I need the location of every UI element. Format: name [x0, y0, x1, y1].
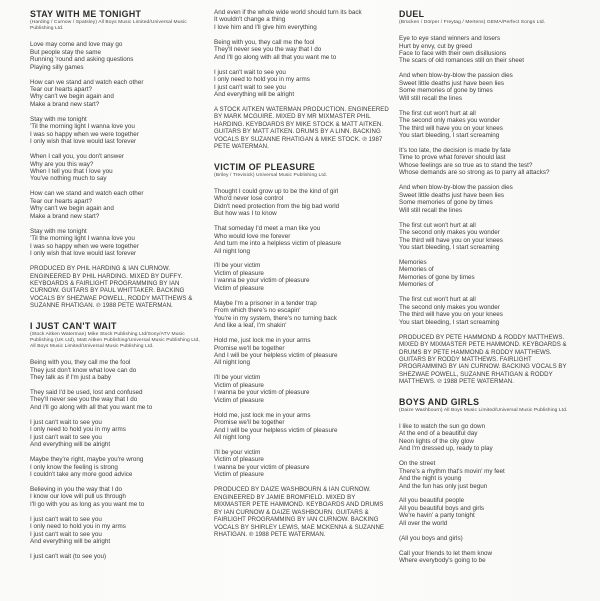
lyric-line: Maybe I'm a prisoner in a tender trap [214, 299, 317, 307]
lyric-line: Sweet little deaths just have been lies [399, 191, 505, 199]
lyric-line: Stay with me tonight [30, 227, 87, 235]
lyric-stanza [30, 553, 206, 560]
lyric-line: I only know the feeling is strong [30, 463, 118, 471]
lyric-line: We're havin' a party tonight [399, 512, 475, 520]
lyric-line: I just can't wait to see you [30, 418, 102, 426]
lyric-line: And I'm dressed up, ready to play [399, 445, 493, 453]
lyric-line: It's too late, the decision is made by fate [399, 147, 511, 155]
lyric-line: They'll never see you the way that I do [214, 46, 322, 54]
lyric-line: When I call you, you don't answer [30, 153, 124, 161]
lyric-line: Being with you, they call me the fool [30, 359, 131, 367]
publishing-credit: (Daize Washbourn) All Boys Music Limited/Universal Music Publishing Ltd. [399, 407, 568, 413]
lyric-line: And I'll go along with all that you want me to [30, 403, 153, 411]
lyric-line: All you beautiful boys and girls [399, 504, 485, 512]
lyric-stanza [30, 486, 206, 508]
lyric-line: I'll go with you as long as you want me to [30, 500, 145, 508]
lyric-line: I only need to hold you in my arms [214, 76, 310, 84]
lyric-line: I only wish that love would last forever [30, 138, 137, 146]
lyric-line: On the street [399, 460, 436, 468]
lyric-stanza [30, 41, 206, 71]
lyric-line: All over the world [399, 519, 448, 527]
lyric-line: I know our love will pull us through [30, 493, 126, 501]
lyric-stanza [30, 359, 206, 381]
lyric-stanza [399, 110, 575, 140]
song-title: VICTIM OF PLEASURE [214, 161, 316, 172]
lyric-line: It wouldn't change a thing [214, 16, 286, 24]
lyric-line: Promise we'll be together [214, 344, 285, 352]
publishing-credit: (Harding / Curnow / Spatsley) All Boys Music Limited/Universal Music Publishing Ltd. [30, 20, 187, 32]
lyric-line: You're in my system, there's no turning back [214, 314, 337, 322]
lyric-stanza [214, 262, 390, 292]
lyric-line: How can we stand and watch each other [30, 190, 144, 198]
lyric-line: And when blow-by-blow the passion dies [399, 72, 513, 80]
lyric-line: Why can't we begin again and [30, 93, 114, 101]
production-credit: PRODUCED BY DAIZE WASHBOURN & IAN CURNOW. ENGINEERED BY JAMIE BROMFIELD. MIXED BY MIXMASTER PETE HAMMOND. KEYBOARDS AND DRUMS BY IAN CURNOW & DAIZE WASHBOURN. GUITARS & FAIRLIGHT PROGRAMMING BY IAN CURNOW. BACKING VOCALS BY SHIRLEY LEWIS, MAE MCKENNA & SUZANNE RHATIGAN. ℗ 1988 PETE WATERMAN. [214, 486, 385, 539]
lyric-stanza [214, 39, 390, 61]
production-credit: A STOCK AITKEN WATERMAN PRODUCTION. ENGINEERED BY MARK MCGUIRE. MIXED BY MR MIXMASTER PHIL HARDING. KEYBOARDS BY MIKE STOCK & MATT AITKEN. GUITARS BY MATT AITKEN. DRUMS BY A LINN. BACKING VOCALS BY SUZANNE RHATIGAN & MIKE STOCK. ℗ 1987 PETE WATERMAN. [214, 106, 389, 151]
lyric-line: Who'd never lose control [214, 195, 284, 203]
lyric-stanza [30, 389, 206, 411]
lyric-line: Victim of pleasure [214, 381, 264, 389]
lyric-line: They'll never see you the way that I do [30, 396, 138, 404]
production-credit: PRODUCED BY PHIL HARDING & IAN CURNOW. ENGINEERED BY PHIL HARDING. MIXED BY DUFFY. KEYBOARDS & FAIRLIGHT PROGRAMMING BY IAN CURNOW. GUITARS BY PAUL WHITTAKER. BACKING VOCALS BY SHEZWAE POWELL, RODDY MATTHEWS & SUZANNE RHATIGAN. ℗ 1988 PETE WATERMAN. [30, 265, 193, 310]
lyric-line: The scars of old romances still on their sheet [399, 57, 524, 65]
lyric-line: Running 'round and asking questions [30, 56, 134, 64]
lyric-line: Victim of pleasure [214, 269, 264, 277]
song-title: DUEL [399, 9, 425, 19]
lyric-line: Neon lights of the city glow [399, 437, 474, 445]
lyric-line: Why can't we begin again and [30, 205, 114, 213]
lyric-line: The first cut won't hurt at all [399, 221, 476, 229]
lyric-line: Hurt by envy, cut by greed [399, 42, 473, 50]
lyric-stanza [399, 535, 575, 542]
lyric-line: Believing in you the way that I do [30, 485, 123, 493]
lyric-line: And the night is young [399, 475, 462, 483]
lyric-line: I just can't wait to see you [30, 515, 102, 523]
lyric-stanza [214, 225, 390, 255]
lyric-line: Who would love me forever [214, 232, 291, 240]
lyric-line: I couldn't take any more good advice [30, 471, 133, 478]
lyric-line: (All you boys and girls) [399, 534, 463, 542]
lyric-line: Memories of [399, 266, 434, 274]
lyric-stanza [30, 153, 206, 183]
lyric-line: I wanna be your victim of pleasure [214, 389, 310, 397]
lyric-line: Memories of gone by times [399, 273, 475, 281]
lyric-line: You start bleeding, I start screaming [399, 132, 500, 140]
lyrics-column-1 [30, 9, 206, 568]
lyric-stanza [399, 259, 575, 289]
lyric-line: Time to prove what forever should last [399, 154, 506, 162]
lyric-line: But people stay the same [30, 48, 102, 56]
lyric-stanza [399, 35, 575, 65]
lyric-line: I just can't wait to see you [30, 433, 102, 441]
lyric-line: Tear our hearts apart? [30, 197, 92, 205]
lyric-line: That someday I'd meet a man like you [214, 225, 321, 233]
lyric-line: The second only makes you wonder [399, 117, 500, 125]
lyric-line: You start bleeding, I start screaming [399, 318, 500, 326]
lyric-line: I only need to hold you in my arms [30, 523, 126, 531]
song-title: STAY WITH ME TONIGHT [30, 9, 142, 19]
lyric-line: I love him and I'll give him everything [214, 23, 317, 31]
lyric-line: Love may come and love may go [30, 41, 123, 49]
lyric-stanza [214, 188, 390, 218]
lyric-line: How can we stand and watch each other [30, 78, 144, 86]
lyric-line: I just can't wait to see you [214, 68, 286, 76]
lyric-line: And the fun has only just begun [399, 482, 488, 490]
lyric-stanza [30, 228, 206, 258]
lyric-stanza [30, 116, 206, 146]
lyric-line: Whose demands are so strong as to parry all attacks? [399, 169, 550, 177]
lyric-stanza [214, 337, 390, 367]
lyric-line: I was so happy when we were together [30, 242, 139, 250]
lyric-line: They said I'd be used, lost and confused [30, 388, 143, 396]
lyric-line: Playing silly games [30, 63, 84, 71]
lyric-line: You start bleeding, I start screaming [399, 244, 500, 252]
lyric-stanza [214, 69, 390, 99]
lyric-stanza [399, 460, 575, 490]
lyric-line: I'll be your victim [214, 374, 261, 382]
lyric-line: You've nothing much to say [30, 175, 107, 183]
lyrics-column-2 [214, 9, 390, 546]
lyric-line: Promise we'll be together [214, 419, 285, 427]
lyric-line: Where everybody's going to be [399, 557, 486, 565]
lyric-stanza [214, 9, 390, 31]
lyric-stanza [30, 516, 206, 546]
lyric-line: And everything will be alright [214, 91, 295, 99]
lyric-line: And like a leaf, I'm shakin' [214, 322, 287, 330]
lyric-line: All night long [214, 359, 251, 367]
lyric-stanza [30, 419, 206, 449]
lyric-line: Call your friends to let them know [399, 549, 493, 557]
lyric-line: I just can't wait to see you [30, 530, 102, 538]
lyric-stanza [30, 190, 206, 220]
lyric-stanza [214, 449, 390, 479]
lyric-line: I was so happy when we were together [30, 130, 139, 138]
production-credit: PRODUCED BY PETE HAMMOND & RODDY MATTHEWS. MIXED BY MIXMASTER PETE HAMMOND. KEYBOARDS & DRUMS BY PETE HAMMOND & RODDY MATTHEWS. GUITARS BY RODDY MATTHEWS. FAIRLIGHT PROGRAMMING BY IAN CURNOW. BACKING VOCALS BY SHEZWAE POWELL, SUZANNE RHATIGAN & RODDY MATTHEWS. ℗ 1988 PETE WATERMAN. [399, 333, 567, 386]
lyric-line: I like to watch the sun go down [399, 422, 486, 430]
lyric-stanza [30, 79, 206, 109]
lyric-line: And I'll go along with all that you want me to [214, 53, 337, 61]
lyric-line: Face to face with their own disillusions [399, 50, 507, 57]
lyric-line: Stay with me tonight [30, 115, 87, 123]
lyric-line: I wanna be your victim of pleasure [214, 277, 310, 285]
lyric-line: I'll be your victim [214, 262, 261, 270]
lyric-line: All night long [214, 434, 251, 442]
lyric-line: The second only makes you wonder [399, 229, 500, 237]
lyrics-column-3 [399, 9, 575, 572]
lyric-line: All night long [214, 247, 251, 255]
lyric-line: Sweet little deaths just have been lies [399, 79, 505, 87]
lyric-stanza [214, 300, 390, 330]
lyric-line: 'Til the morning light I wanna love you [30, 235, 135, 243]
song-title: BOYS AND GIRLS [399, 396, 480, 407]
lyric-line: The second only makes you wonder [399, 303, 500, 311]
lyric-line: Tear our hearts apart? [30, 85, 92, 93]
lyric-line: They talk as if I'm just a baby [30, 373, 111, 381]
lyric-line: And even if the whole wide world should turn its back [214, 9, 362, 16]
lyric-line: The first cut won't hurt at all [399, 296, 476, 304]
publishing-credit: (Brücken / Dörper / Freytag / Mertens) GEMA/Perfect Songs Ltd. [399, 20, 546, 25]
lyric-line: And when blow-by-blow the passion dies [399, 184, 513, 192]
lyric-stanza [399, 222, 575, 252]
lyric-line: And everything will be alright [30, 441, 111, 449]
lyric-line: Some memories of gone by times [399, 87, 493, 95]
lyric-line: Victim of pleasure [214, 284, 264, 292]
lyric-line: I wanna be your victim of pleasure [214, 463, 310, 471]
lyric-line: Thought I could grow up to be the kind of girl [214, 187, 339, 195]
lyric-line: Whose feelings are so true as to stand the test? [399, 161, 533, 169]
lyric-line: And turn me into a helpless victim of pleasure [214, 240, 342, 248]
lyric-line: The third will have you on your knees [399, 311, 503, 319]
lyric-line: There's a rhythm that's movin' my feet [399, 467, 505, 475]
lyric-line: And everything will be alright [30, 538, 111, 546]
lyric-line: Make a brand new start? [30, 212, 100, 220]
lyric-line: And I will be your helpless victim of pleasure [214, 352, 338, 359]
lyric-line: Hold me, just lock me in your arms [214, 337, 311, 345]
lyric-line: Memories [399, 258, 427, 266]
lyric-stanza [214, 412, 390, 442]
lyric-line: I only wish that love would last forever [30, 250, 137, 258]
lyric-line: Didn't need protection from the big bad world [214, 202, 340, 210]
lyric-line: I just can't wait to see you [214, 83, 286, 91]
lyric-line: When I tell you that I love you [30, 168, 113, 176]
lyric-line: Memories of [399, 281, 434, 289]
publishing-credit: (Stock Aitken Waterman) Mike Stock Publishing Ltd/Sony/ATV Music Publishing (UK Ltd), Matt Aitken Publishing/Universal Music Publishing Ltd, All Boys Music Limited/Universal Music Publishing Ltd. [30, 331, 200, 349]
lyric-line: I'll be your victim [214, 449, 261, 457]
lyric-stanza [399, 184, 575, 214]
lyric-line: The first cut won't hurt at all [399, 109, 476, 117]
lyric-line: The third will have you on your knees [399, 124, 503, 132]
lyric-line: I just can't wait (to see you) [30, 553, 107, 561]
lyric-line: They just don't know what love can do [30, 366, 137, 374]
lyric-line: Being with you, they call me the fool [214, 38, 315, 46]
lyric-stanza [399, 497, 575, 527]
publishing-credit: (Briley / Trevisick) Universal Music Publishing Ltd. [214, 172, 328, 178]
lyric-stanza [399, 423, 575, 453]
lyric-stanza [214, 374, 390, 404]
lyric-line: And I will be your helpless victim of pleasure [214, 426, 338, 434]
lyric-line: Victim of pleasure [214, 456, 264, 464]
lyric-line: Eye to eye stand winners and losers [399, 35, 501, 43]
lyric-line: The third will have you on your knees [399, 236, 503, 244]
lyric-line: Hold me, just lock me in your arms [214, 411, 311, 419]
lyric-line: Why are you this way? [30, 160, 94, 168]
lyric-line: Victim of pleasure [214, 396, 264, 404]
lyric-line: Make a brand new start? [30, 100, 100, 108]
song-title: I JUST CAN'T WAIT [30, 320, 117, 331]
lyric-line: 'Til the morning light I wanna love you [30, 123, 135, 131]
lyric-line: Will still recall the lines [399, 94, 462, 102]
lyric-line: Victim of pleasure [214, 471, 264, 479]
lyric-line: Maybe they're right, maybe you're wrong [30, 456, 144, 464]
lyric-line: From which there's no escapin' [214, 307, 301, 315]
lyric-line: I only need to hold you in my arms [30, 426, 126, 434]
lyric-stanza [399, 147, 575, 177]
lyric-line: But how was I to know [214, 210, 277, 218]
lyric-stanza [399, 72, 575, 102]
lyric-stanza [30, 456, 206, 478]
lyric-line: All you beautiful people [399, 497, 465, 505]
lyric-line: At the end of a beautiful day [399, 430, 478, 438]
lyric-stanza [399, 550, 575, 565]
lyric-line: Some memories of gone by times [399, 199, 493, 207]
lyric-line: Will still recall the lines [399, 206, 462, 214]
lyric-stanza [399, 296, 575, 326]
